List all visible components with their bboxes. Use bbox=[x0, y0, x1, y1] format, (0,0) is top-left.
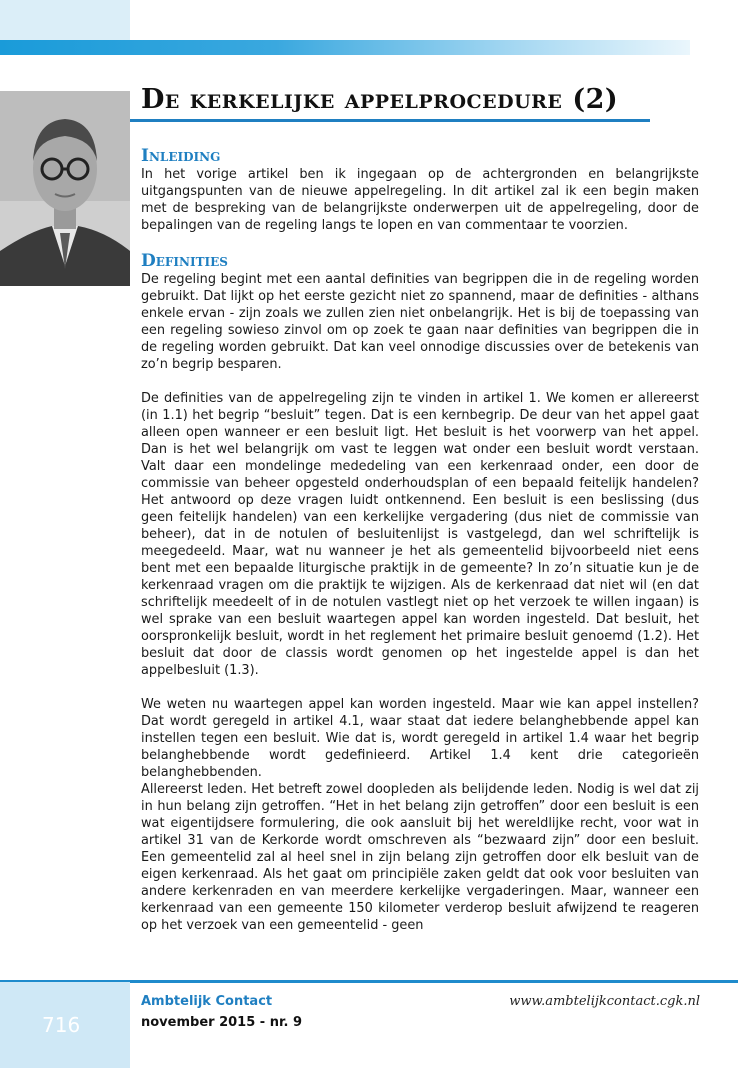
paragraph: We weten nu waartegen appel kan worden ingesteld. Maar wie kan appel instellen? Dat wordt geregeld in artikel 4.1, waar staat dat iedere belanghebbende appel kan instellen tegen een besluit. Wie dat is, wordt geregeld in artikel 1.4 waar het begrip belanghebbende wordt gedefinieerd. Artikel 1.4 kent drie categorieën belanghebbenden. bbox=[141, 697, 699, 780]
paragraph: Allereerst leden. Het betreft zowel doopleden als belijdende leden. Nodig is wel dat zij in hun belang zijn getroffen. “Het in het belang zijn getroffen” door een besluit is een wat eigentijdsere formulering, die ook aansluit bij het wereldlijke recht, voor wat in artikel 31 van de Kerkorde wordt omschreven als “bezwaard zijn” door een besluit. Een gemeentelid zal al heel snel in zijn belang zijn getroffen door elk besluit van de eigen kerkenraad. Als het gaat om principiële zaken geldt dat ook voor besluiten van andere kerkenraden en van meerdere kerkelijke vergaderingen. Maar, wanneer een kerkenraad van een gemeente 150 kilometer verderop besluit afwijzend te reageren op het verzoek van een gemeentelid - geen bbox=[141, 782, 699, 933]
title-underline bbox=[130, 119, 650, 122]
journal-name: Ambtelijk Contact bbox=[141, 994, 273, 1009]
section-heading-inleiding: Inleiding bbox=[141, 146, 221, 166]
section-heading-definities: Definities bbox=[141, 251, 228, 271]
header-color-bar bbox=[0, 40, 690, 55]
paragraph: De definities van de appelregeling zijn te vinden in artikel 1. We komen er allereerst (in 1.1) het begrip “besluit” tegen. Dat is een kernbegrip. De deur van het appel gaat alleen open wanneer er een besluit ligt. Het besluit is het voorwerp van het appel. Dan is het wel belangrijk om vast te leggen wat onder een besluit wordt verstaan. Valt daar een mondelinge mededeling van een kerkenraad onder, een door de commissie van beheer opgesteld onderhoudsplan of een bepaald feitelijk handelen? Het antwoord op deze vragen luidt ontkennend. Een besluit is een beslissing (dus geen feitelijk handelen) van een kerkelijke vergadering (dus niet de commissie van beheer), dat in de notulen of besluitenlijst is vastgelegd, dan wel schriftelijk is meegedeeld. Maar, wat nu wanneer je het als gemeentelid bijvoorbeeld niet eens bent met een bepaalde liturgische praktijk in de gemeente? In zo’n situatie kun je de kerkenraad vragen om die praktijk te wijzigen. Als de kerkenraad dat niet wil (en dat schriftelijk meedeelt of in de notulen vastlegt niet op het verzoek te willen ingaan) is wel sprake van een besluit waartegen appel kan worden ingesteld. Dat besluit, het oorspronkelijk besluit, wordt in het reglement het primaire besluit genoemd (1.2). Het besluit dat door de classis wordt genomen op het ingestelde appel is dan het appelbesluit (1.3). bbox=[141, 391, 699, 678]
article-title: De kerkelijke appelprocedure (2) bbox=[141, 84, 619, 115]
author-photo bbox=[0, 91, 130, 286]
page-number: 716 bbox=[42, 1013, 81, 1037]
article-body bbox=[141, 146, 699, 934]
issue-info: november 2015 - nr. 9 bbox=[141, 1015, 303, 1030]
paragraph: De regeling begint met een aantal definities van begrippen die in de regeling worden gebruikt. Dat lijkt op het eerste gezicht niet zo spannend, maar de definities - althans enkele ervan - zijn zoals we zullen zien niet onbelangrijk. Het is bij de toepassing van een regeling sowieso zinvol om op zoek te gaan naar definities van begrippen die in de regeling worden gebruikt. Dat kan veel onnodige discussies over de betekenis van zo’n begrip besparen. bbox=[141, 272, 699, 372]
paragraph: In het vorige artikel ben ik ingegaan op de achtergronden en belangrijkste uitgangspunten van de nieuwe appelregeling. In dit artikel zal ik een begin maken met de bespreking van de belangrijkste onderwerpen uit de appelregeling, door de bepalingen van de regeling langs te lopen en van commentaar te voorzien. bbox=[141, 167, 699, 233]
website-link[interactable]: www.ambtelijkcontact.cgk.nl bbox=[509, 994, 700, 1009]
left-margin-top-band bbox=[0, 0, 130, 40]
